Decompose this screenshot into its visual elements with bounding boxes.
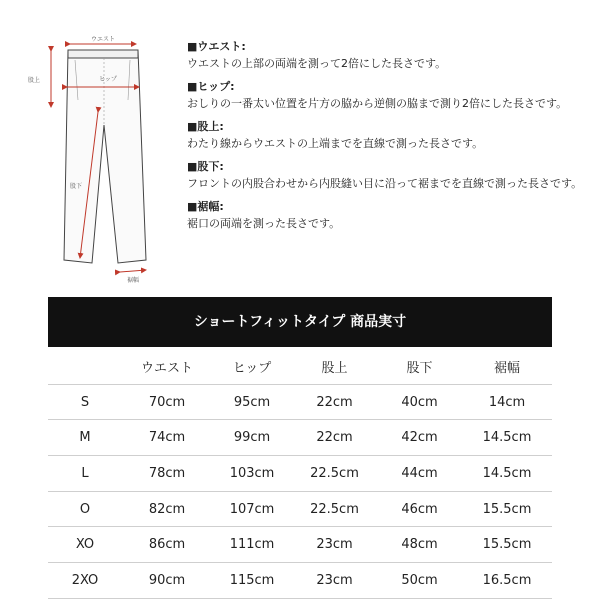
table-cell: 16.5cm (482, 572, 532, 588)
table-row (48, 491, 552, 527)
table-cell: 103cm (229, 465, 275, 481)
table-row (48, 527, 552, 563)
table-cell: 44cm (401, 465, 438, 481)
definition-title: ■裾幅: (187, 200, 224, 213)
table-cell: 23cm (316, 537, 353, 553)
table-cell: 22.5cm (310, 501, 359, 517)
table-row (48, 384, 552, 420)
table-row (48, 420, 552, 456)
table-cell: 70cm (148, 394, 186, 410)
size-cell: 2XO (71, 572, 99, 588)
definition-text: わたり線からウエストの上端までを直線で測った長さです。 (187, 137, 484, 150)
column-header: ウエスト (140, 360, 193, 376)
table-cell: 99cm (233, 430, 271, 446)
definition-text: フロントの内股合わせから内股縫い目に沿って裾までを直線で測った長さです。 (187, 177, 583, 190)
column-header (48, 349, 122, 384)
measurement-definitions (187, 38, 592, 238)
definition-inseam (187, 158, 592, 192)
waist-label: ウエスト (90, 36, 116, 43)
rise-label: 股上 (27, 77, 41, 84)
definition-text: 裾口の両端を測った長さです。 (187, 217, 341, 230)
table-cell: 95cm (233, 394, 271, 410)
pants-measurement-diagram (20, 30, 170, 295)
definition-title: ■股下: (187, 160, 224, 173)
definition-title: ■ヒップ: (187, 80, 235, 93)
waist-measure-line (70, 36, 136, 44)
table-cell: 82cm (148, 501, 186, 517)
size-cell: XO (75, 537, 95, 553)
rise-measure-line (28, 51, 51, 107)
size-cell: M (79, 430, 91, 446)
table-cell: 74cm (148, 430, 186, 446)
definition-hip (187, 78, 592, 112)
table-cell: 48cm (401, 537, 438, 553)
definition-waist (187, 38, 592, 72)
table-cell: 15.5cm (482, 501, 532, 517)
table-header-row (48, 349, 552, 384)
table-cell: 107cm (229, 501, 275, 517)
hem-measure-line (120, 270, 146, 284)
table-cell: 86cm (148, 537, 186, 553)
table-cell: 42cm (401, 430, 438, 446)
table-cell: 22cm (316, 394, 353, 410)
table-cell: 111cm (229, 537, 275, 553)
table-cell: 22.5cm (310, 465, 359, 481)
size-table (48, 349, 552, 599)
table-cell: 40cm (401, 394, 438, 410)
table-cell: 23cm (316, 572, 353, 588)
definition-rise (187, 118, 592, 152)
table-cell: 22cm (316, 430, 353, 446)
inseam-label: 股下 (69, 183, 83, 190)
table-cell: 14.5cm (482, 465, 532, 481)
hem-label: 裾幅 (126, 277, 140, 284)
table-cell: 78cm (148, 465, 186, 481)
size-cell: O (79, 501, 91, 517)
column-header: 股上 (321, 360, 348, 376)
hip-label: ヒップ (99, 76, 117, 83)
table-cell: 115cm (229, 572, 275, 588)
table-cell: 15.5cm (482, 537, 532, 553)
table-row (48, 563, 552, 599)
definition-title: ■股上: (187, 120, 224, 133)
table-cell: 14cm (488, 394, 526, 410)
size-table-title: ショートフィットタイプ 商品実寸 (48, 297, 552, 347)
table-cell: 90cm (148, 572, 186, 588)
table-cell: 50cm (401, 572, 438, 588)
column-header: ヒップ (232, 360, 272, 376)
table-cell: 14.5cm (482, 430, 532, 446)
column-header: 裾幅 (493, 360, 520, 376)
table-cell: 46cm (401, 501, 438, 517)
table-row (48, 456, 552, 492)
definition-text: おしりの一番太い位置を片方の脇から逆側の脇まで測り2倍にした長さです。 (187, 97, 568, 110)
column-header: 股下 (406, 360, 433, 376)
definition-hem (187, 198, 592, 232)
size-cell: L (81, 465, 89, 481)
size-cell: S (80, 394, 90, 410)
definition-text: ウエストの上部の両端を測って2倍にした長さです。 (187, 57, 447, 70)
definition-title: ■ウエスト: (187, 40, 246, 53)
